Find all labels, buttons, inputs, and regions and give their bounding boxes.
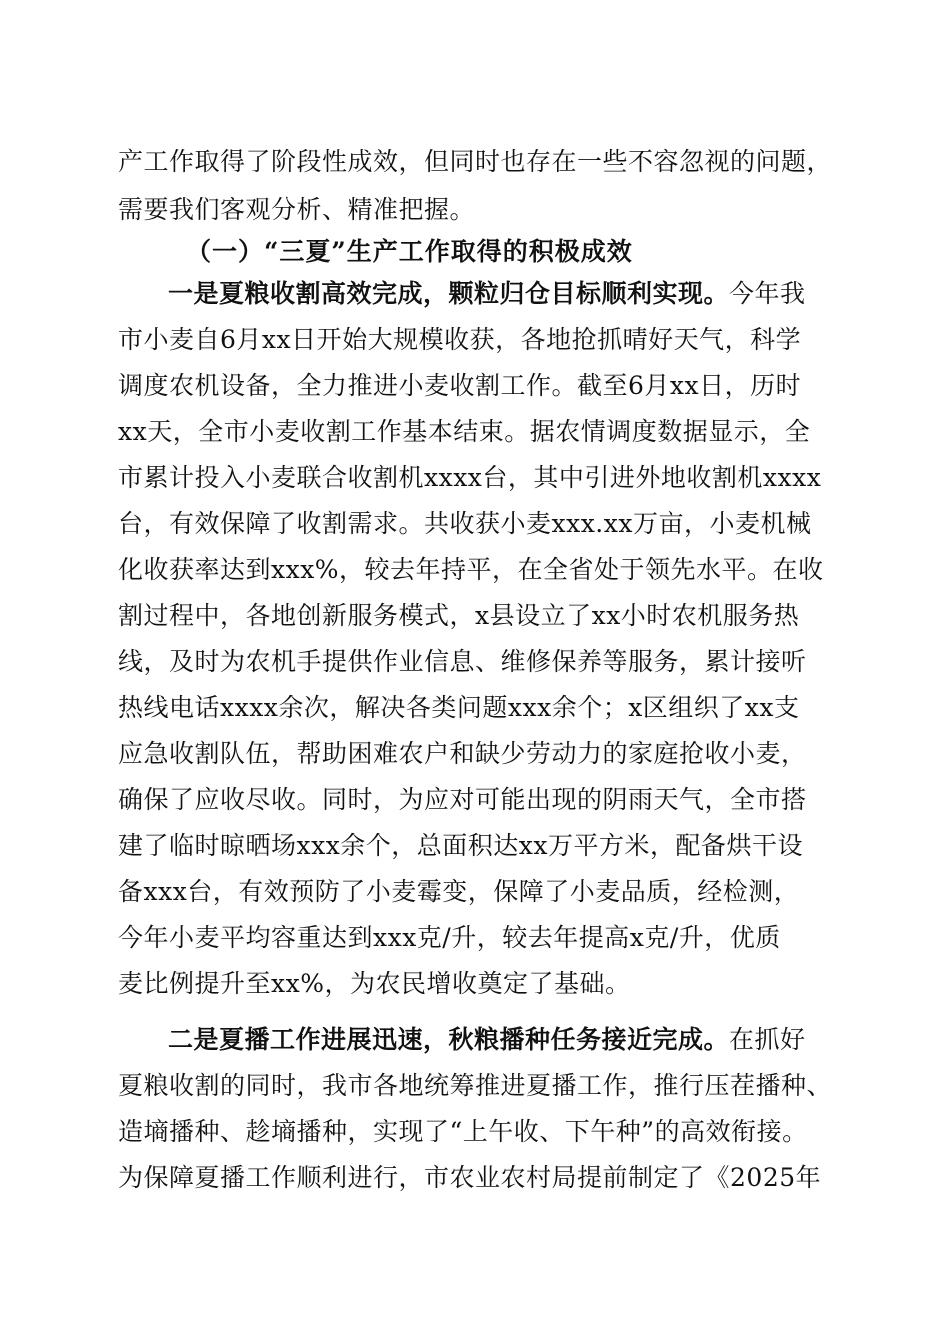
paragraph1-first-line-rest: 今年我 — [729, 279, 806, 308]
paragraph1-line: 台，有效保障了收割需求。共收获小麦xxx.xx万亩，小麦机械 — [118, 509, 812, 538]
paragraph2-line: 造墒播种、趁墒播种，实现了“上午收、下午种”的高效衔接。 — [118, 1117, 808, 1146]
paragraph2-lead: 二是夏播工作进展迅速，秋粮播种任务接近完成。 — [168, 1025, 730, 1054]
paragraph1-line: 热线电话xxxx余次，解决各类问题xxx余个；x区组织了xx支 — [118, 693, 800, 722]
paragraph1-line: 调度农机设备，全力推进小麦收割工作。截至6月xx日，历时 — [118, 371, 802, 400]
paragraph1-line: 线，及时为农机手提供作业信息、维修保养等服务，累计接听 — [118, 647, 807, 676]
paragraph1-line: 建了临时晾晒场xxx余个，总面积达xx万平方米，配备烘干设 — [118, 831, 803, 860]
paragraph1-line: 割过程中，各地创新服务模式，x县设立了xx小时农机服务热 — [118, 601, 800, 630]
paragraph2-first-line — [168, 1016, 838, 1064]
paragraph1-line: 确保了应收尽收。同时，为应对可能出现的阴雨天气，全市搭 — [118, 785, 807, 814]
paragraph2-line: 为保障夏播工作顺利进行，市农业农村局提前制定了《2025年 — [118, 1163, 822, 1192]
intro-line-2: 需要我们客观分析、精准把握。 — [118, 195, 476, 224]
paragraph1-line: 备xxx台，有效预防了小麦霉变，保障了小麦品质，经检测， — [118, 877, 800, 906]
paragraph1-line: 化收获率达到xxx%，较去年持平，在全省处于领先水平。在收 — [118, 555, 824, 584]
paragraph1-first-line — [168, 270, 838, 318]
paragraph1-line: 应急收割队伍，帮助困难农户和缺少劳动力的家庭抢收小麦， — [118, 739, 807, 768]
intro-line-1: 产工作取得了阶段性成效，但同时也存在一些不容忽视的问题， — [118, 147, 833, 176]
paragraph1-line: xx天，全市小麦收割工作基本结束。据农情调度数据显示，全 — [118, 417, 811, 446]
paragraph1-line: 麦比例提升至xx%，为农民增收奠定了基础。 — [118, 969, 631, 998]
section-heading: （一）“三夏”生产工作取得的积极成效 — [186, 237, 633, 266]
paragraph1-line: 市小麦自6月xx日开始大规模收获，各地抢抓晴好天气，科学 — [118, 325, 802, 354]
paragraph2-first-line-rest: 在抓好 — [729, 1025, 806, 1054]
paragraph1-line: 今年小麦平均容重达到xxx克/升，较去年提高x克/升，优质 — [118, 923, 781, 952]
paragraph2-line: 夏粮收割的同时，我市各地统筹推进夏播工作，推行压茬播种、 — [118, 1071, 833, 1100]
paragraph1-line: 市累计投入小麦联合收割机xxxx台，其中引进外地收割机xxxx — [118, 463, 822, 492]
paragraph1-lead: 一是夏粮收割高效完成，颗粒归仓目标顺利实现。 — [168, 279, 730, 308]
